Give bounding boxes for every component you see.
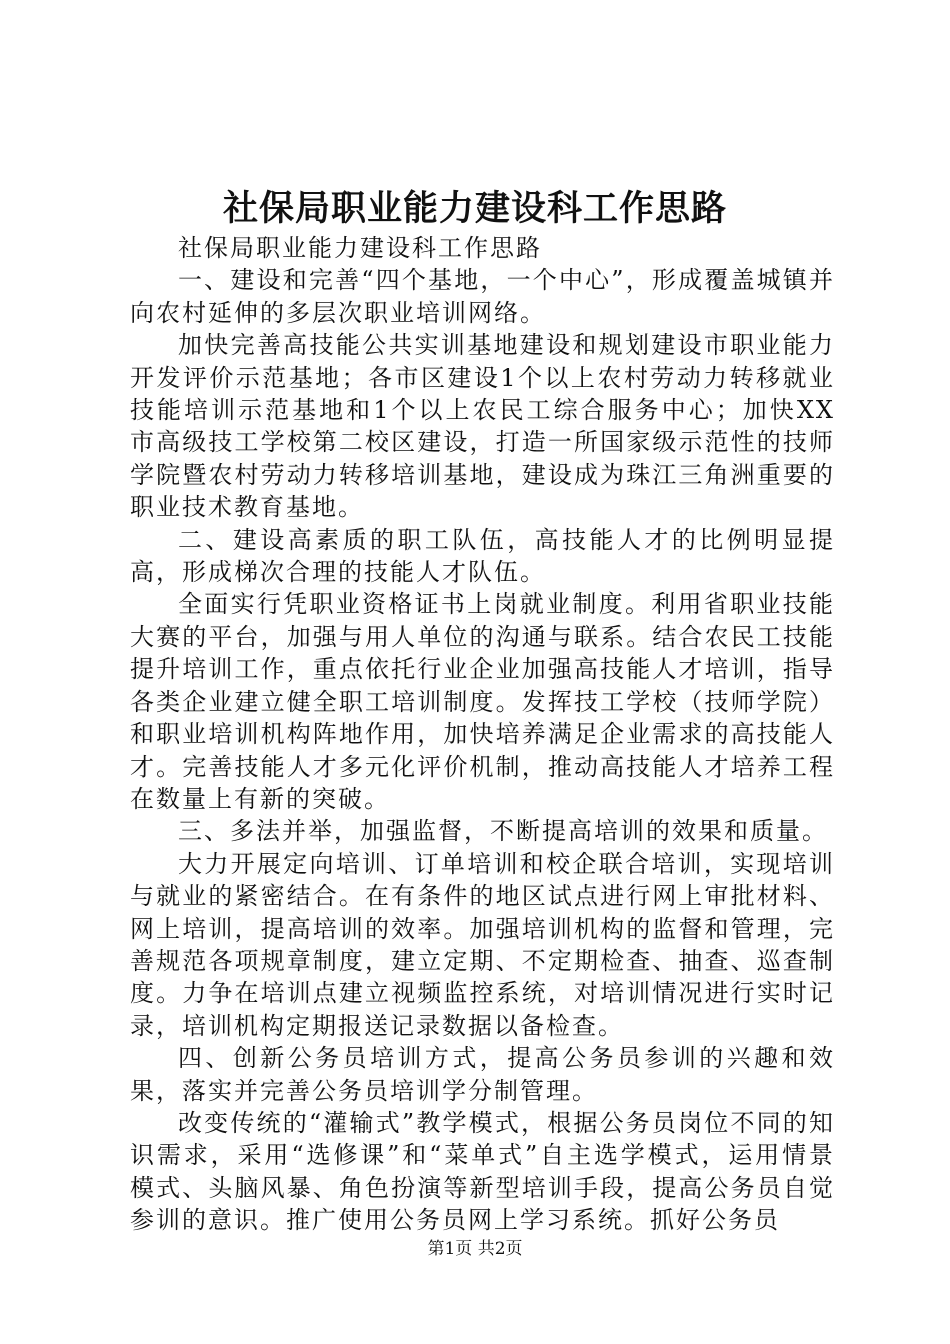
paragraph-section-1-heading: 一、建设和完善“四个基地，一个中心”，形成覆盖城镇并向农村延伸的多层次职业培训网络。: [130, 266, 835, 327]
paragraph-section-4-body: 改变传统的“灌输式”教学模式，根据公务员岗位不同的知识需求，采用“选修课”和“菜单式”自主选学模式，运用情景模式、头脑风暴、角色扮演等新型培训手段，提高公务员自觉参训的意识。推广使用公务员网上学习系统。抓好公务员: [130, 1108, 835, 1235]
document-title: 社保局职业能力建设科工作思路: [222, 188, 727, 229]
paragraph-section-2-heading: 二、建设高素质的职工队伍，高技能人才的比例明显提高，形成梯次合理的技能人才队伍。: [130, 525, 835, 587]
paragraph-section-3-heading: 三、多法并举，加强监督，不断提高培训的效果和质量。: [178, 817, 828, 846]
paragraph-section-2-body: 全面实行凭职业资格证书上岗就业制度。利用省职业技能大赛的平台，加强与用人单位的沟通与联系。结合农民工技能提升培训工作，重点依托行业企业加强高技能人才培训，指导各类企业建立健全职工培训制度。发挥技工学校（技师学院）和职业培训机构阵地作用，加快培养满足企业需求的高技能人才。完善技能人才多元化评价机制，推动高技能人才培养工程在数量上有新的突破。: [130, 590, 835, 813]
paragraph-section-1-body: 加快完善高技能公共实训基地建设和规划建设市职业能力开发评价示范基地；各市区建设1个以上农村劳动力转移就业技能培训示范基地和1个以上农民工综合服务中心；加快XX市高级技工学校第二校区建设，打造一所国家级示范性的技师学院暨农村劳动力转移培训基地，建设成为珠江三角洲重要的职业技术教育基地。: [130, 331, 835, 522]
paragraph-subtitle: 社保局职业能力建设科工作思路: [178, 234, 542, 262]
paragraph-section-3-body: 大力开展定向培训、订单培训和校企联合培训，实现培训与就业的紧密结合。在有条件的地区试点进行网上审批材料、网上培训，提高培训的效率。加强培训机构的监督和管理，完善规范各项规章制度，建立定期、不定期检查、抽查、巡查制度。力争在培训点建立视频监控系统，对培训情况进行实时记录，培训机构定期报送记录数据以备检查。: [130, 849, 835, 1040]
document-body: [130, 232, 835, 1237]
paragraph-section-4-heading: 四、创新公务员培训方式，提高公务员参训的兴趣和效果，落实并完善公务员培训学分制管理。: [130, 1044, 835, 1105]
page-number-footer: 第1页 共2页: [427, 1239, 523, 1259]
